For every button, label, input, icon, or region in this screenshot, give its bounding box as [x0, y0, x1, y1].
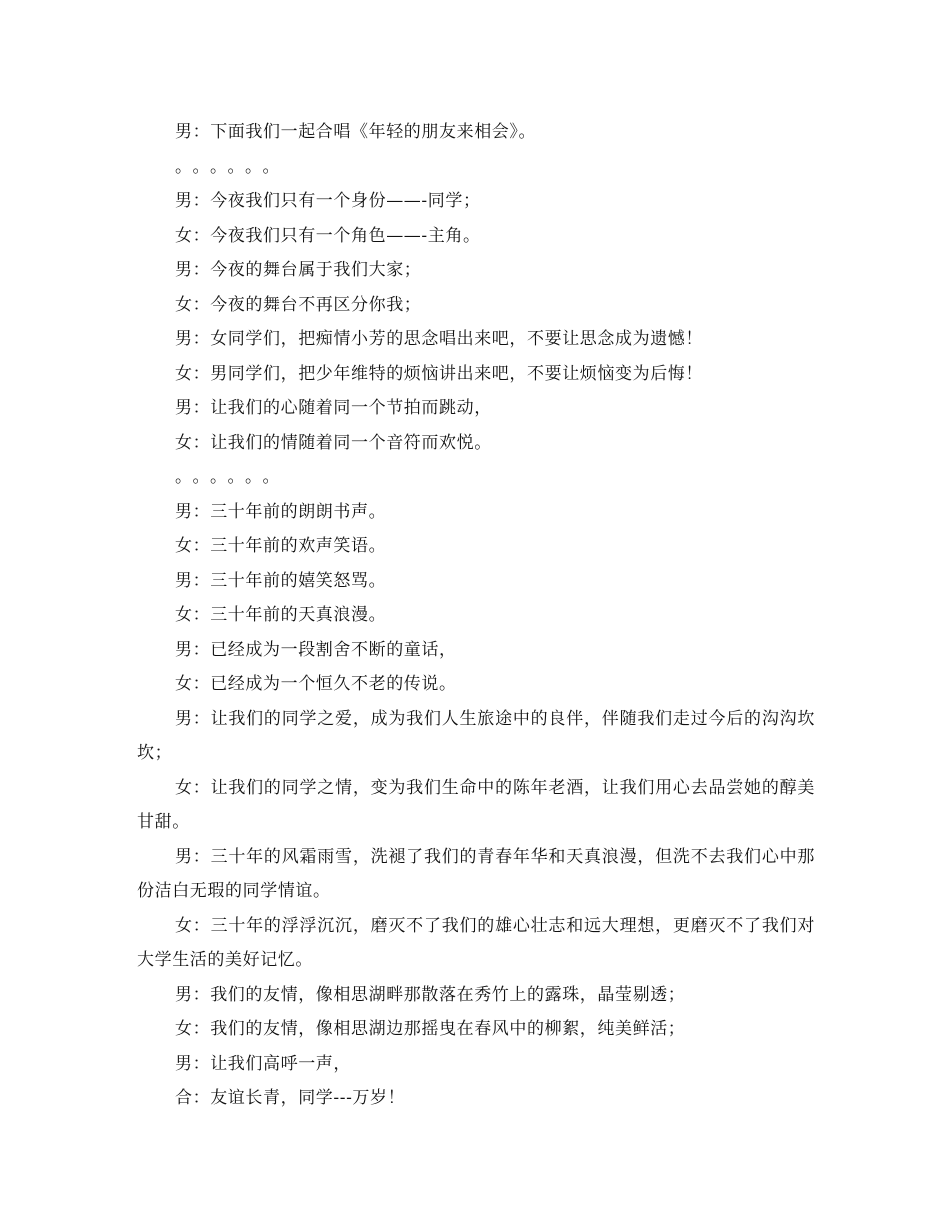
dialogue-line: 女：已经成为一个恒久不老的传说。 — [175, 674, 457, 694]
dialogue-paragraph: 男：三十年的风霜雨雪，洗褪了我们的青春年华和天真浪漫，但洗不去我们心中那份洁白无瑕的同学情谊。 — [137, 846, 815, 901]
dialogue-paragraph: 女：三十年的浮浮沉沉，磨灭不了我们的雄心壮志和远大理想，更磨灭不了我们对大学生活的美好记忆。 — [137, 915, 815, 970]
dialogue-paragraph: 女：让我们的同学之情，变为我们生命中的陈年老酒，让我们用心去品尝她的醇美甘甜。 — [137, 777, 815, 832]
dialogue-line: 女：三十年前的欢声笑语。 — [175, 536, 387, 556]
dialogue-line: 男：三十年前的朗朗书声。 — [175, 501, 387, 522]
dialogue-line: 女：男同学们，把少年维特的烦恼讲出来吧，不要让烦恼变为后悔！ — [175, 363, 703, 384]
dialogue-line: 男：女同学们，把痴情小芳的思念唱出来吧，不要让思念成为遗憾！ — [175, 329, 703, 349]
dialogue-line: 女：今夜我们只有一个角色——-主角。 — [175, 225, 481, 246]
dialogue-line: 男：今夜我们只有一个身份——-同学； — [175, 191, 481, 211]
ellipsis-line: 。。。。。。 — [175, 156, 289, 177]
dialogue-line: 女：今夜的舞台不再区分你我； — [175, 294, 422, 315]
dialogue-line: 女：三十年前的天真浪漫。 — [175, 605, 387, 625]
dialogue-line: 男：三十年前的嬉笑怒骂。 — [175, 570, 387, 591]
dialogue-line: 男：让我们的心随着同一个节拍而跳动， — [175, 398, 492, 418]
dialogue-line: 男：下面我们一起合唱《年轻的朋友来相会》。 — [175, 122, 537, 142]
dialogue-line: 合：友谊长青，同学---万岁！ — [175, 1088, 406, 1108]
dialogue-line: 男：已经成为一段割舍不断的童话， — [175, 639, 457, 660]
dialogue-paragraph: 男：让我们的同学之爱，成为我们人生旅途中的良伴，伴随我们走过今后的沟沟坎坎； — [137, 708, 815, 763]
document-body — [137, 115, 815, 1116]
dialogue-line: 男：今夜的舞台属于我们大家； — [175, 260, 422, 280]
ellipsis-line: 。。。。。。 — [175, 467, 289, 487]
dialogue-line: 女：让我们的情随着同一个音符而欢悦。 — [175, 432, 492, 453]
dialogue-line: 男：让我们高呼一声， — [175, 1053, 351, 1074]
dialogue-line: 女：我们的友情，像相思湖边那摇曳在春风中的柳絮，纯美鲜活； — [175, 1019, 686, 1039]
dialogue-line: 男：我们的友情，像相思湖畔那散落在秀竹上的露珠，晶莹剔透； — [175, 984, 686, 1005]
